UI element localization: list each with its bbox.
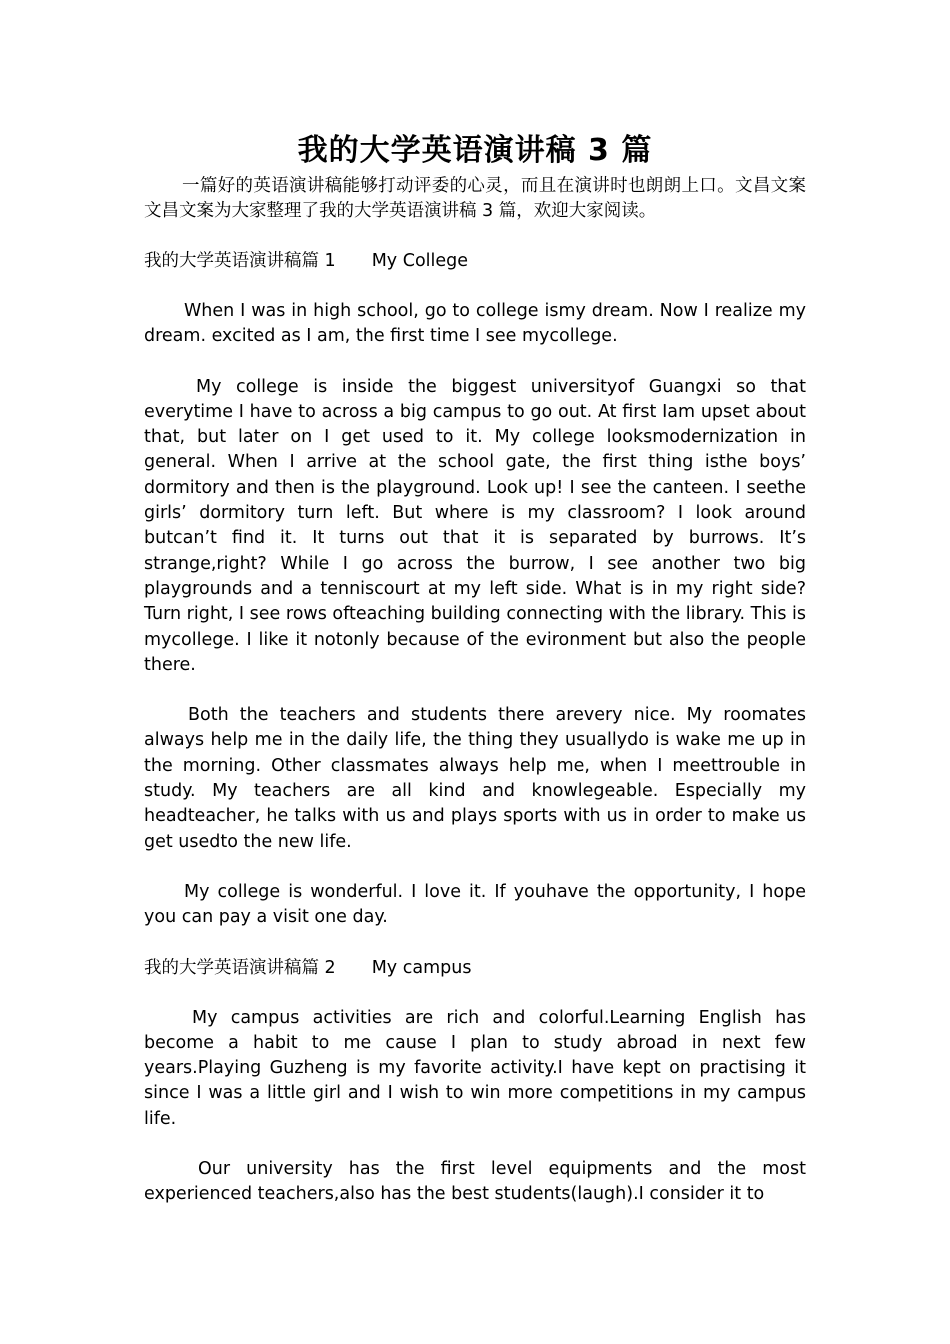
paragraph: My campus activities are rich and colorful.Learning English has become a habit to me cause I plan to study abroad in next few years.Playing Guzheng is my favorite activity.I have kept on practising it since I was a little girl and I wish to win more competitions in my campus life.	[144, 1007, 806, 1129]
paragraph: My college is wonderful. I love it. If youhave the opportunity, I hope you can pay a visit one day.	[144, 881, 806, 928]
page-title: 我的大学英语演讲稿 3 篇	[297, 133, 653, 168]
section-heading-en: My College	[371, 251, 469, 271]
paragraph: When I was in high school, go to college ismy dream. Now I realize my dream. excited as I am, the first time I see mycollege.	[144, 301, 806, 347]
paragraph: My college is inside the biggest universityof Guangxi so that everytime I have to across a big campus to go out. At first Iam upset about that, but later on I get used to it. My college looksmodernization in general. When I arrive at the school gate, the first thing isthe boys’ dormitory and then is the playground. Look up! I see the canteen. I seethe girls’ dormitory turn left. But where is my classroom? I look around butcan’t find it. It turns out that it is separated by burrows. It’s strange,right? While I go across the burrow, I see another two big playgrounds and a tenniscourt at my left side. What is in my right side? Turn right, I see rows ofteaching building connecting with the library. This is mycollege. I like it notonly because of the evironment but also the people there.	[144, 376, 806, 675]
section-heading-en: My campus	[371, 957, 472, 978]
intro-paragraph: 一篇好的英语演讲稿能够打动评委的心灵，而且在演讲时也朗朗上口。文昌文案文昌文案为大家整理了我的大学英语演讲稿 3 篇，欢迎大家阅读。	[144, 176, 806, 221]
document-page	[144, 128, 806, 1208]
paragraph: Our university has the first level equipments and the most experienced teachers,also has the best students(laugh).I consider it to	[144, 1159, 806, 1205]
section-heading-2	[144, 956, 806, 981]
section-heading-cn: 我的大学英语演讲稿篇 2	[144, 957, 336, 978]
paragraph: Both the teachers and students there arevery nice. My roomates always help me in the daily life, the thing they usuallydo is wake me up in the morning. Other classmates always help me, when I meettrouble in study. My teachers are all kind and knowlegeable. Especially my headteacher, he talks with us and plays sports with us in order to make us get usedto the new life.	[144, 705, 806, 852]
section-heading-1	[144, 249, 806, 274]
section-heading-cn: 我的大学英语演讲稿篇 1	[144, 251, 336, 271]
